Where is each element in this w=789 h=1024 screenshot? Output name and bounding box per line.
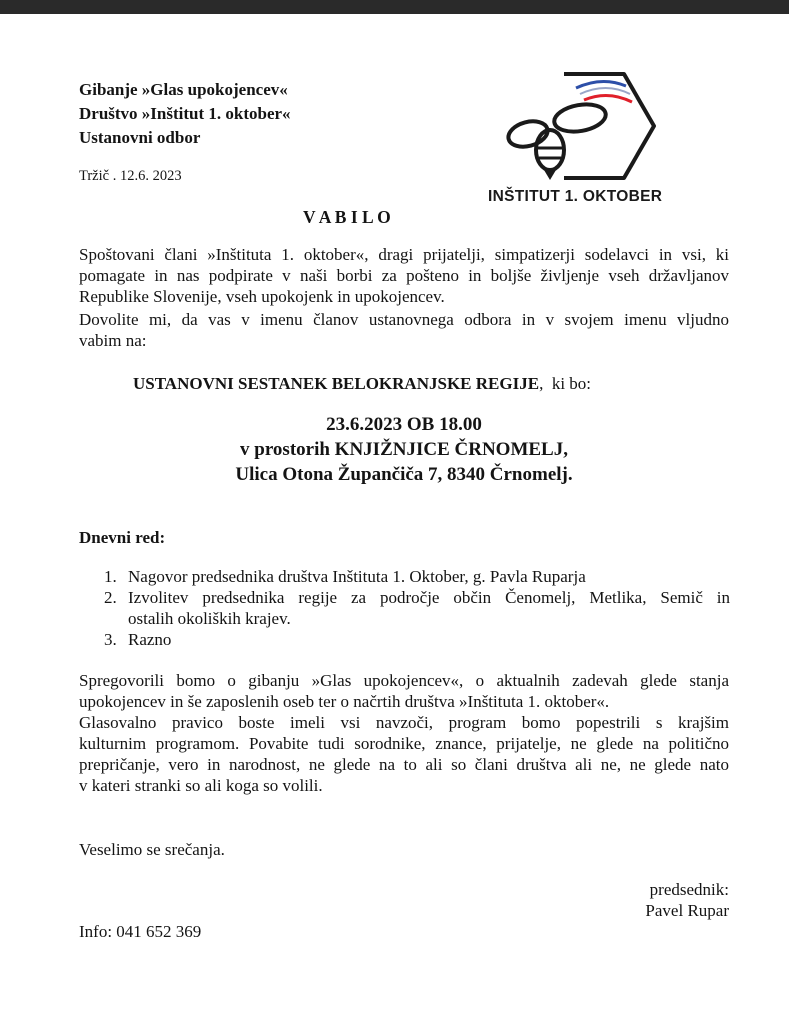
document-title: V A B I L O <box>303 207 391 227</box>
top-bar <box>0 0 789 14</box>
agenda-item-continuation <box>104 609 291 630</box>
event-name-suffix: , ki bo: <box>539 374 592 393</box>
intro-line-5: vabim na: <box>79 331 147 350</box>
contact-info: Info: 041 652 369 <box>79 922 202 941</box>
intro-line-4: Dovolite mi, da vas v imenu članov ustanovnega odbora in v svojem imenu vljudno <box>79 310 729 329</box>
agenda-item-text: Razno <box>128 630 172 649</box>
event-heading <box>133 374 591 395</box>
signature-name: Pavel Rupar <box>645 901 729 920</box>
intro-line-1: Spoštovani člani »Inštituta 1. oktober«, dragi prijatelji, simpatizerji sodelavci in vsi, ki <box>79 245 729 264</box>
agenda-item-text: Nagovor predsednika društva Inštituta 1. Oktober, g. Pavla Ruparja <box>128 567 586 586</box>
event-name: USTANOVNI SESTANEK BELOKRANJSKE REGIJE <box>133 374 540 393</box>
agenda-item <box>104 630 171 651</box>
org-line-1: Gibanje »Glas upokojencev« <box>79 80 288 99</box>
body-line-6: v kateri stranki so ali koga so volili. <box>79 776 323 795</box>
org-line-3: Ustanovni odbor <box>79 128 201 147</box>
event-address: Ulica Otona Župančiča 7, 8340 Črnomelj. <box>235 464 573 485</box>
agenda-item-number: 1. <box>104 567 117 586</box>
agenda-item-text: Izvolitev predsednika regije za področje občin Čenomelj, Metlika, Semič in <box>128 588 730 607</box>
closing-line: Veselimo se srečanja. <box>79 840 225 859</box>
body-line-5: prepričanje, vero in narodnost, ne glede na to ali so člani društva ali ne, ne glede nato <box>79 755 729 774</box>
agenda-item-text: ostalih okoliških krajev. <box>128 609 291 628</box>
agenda-item <box>104 567 586 588</box>
signature-title: predsednik: <box>649 880 729 899</box>
body-line-4: kulturnim programom. Povabite tudi sorodnike, znance, prijatelje, ne glede na politično <box>79 734 729 753</box>
agenda-item-number: 3. <box>104 630 117 649</box>
org-line-2: Društvo »Inštitut 1. oktober« <box>79 104 291 123</box>
intro-line-3: Republike Slovenije, vseh upokojenk in upokojencev. <box>79 287 445 306</box>
place-date: Tržič . 12.6. 2023 <box>79 168 182 184</box>
agenda-heading: Dnevni red: <box>79 528 166 547</box>
agenda-item <box>104 588 730 609</box>
logo-text: INŠTITUT 1. OKTOBER <box>488 188 663 205</box>
body-line-1: Spregovorili bomo o gibanju »Glas upokojencev«, o aktualnih zadevah glede stanja <box>79 671 729 690</box>
agenda-item-number: 2. <box>104 588 117 607</box>
event-datetime: 23.6.2023 OB 18.00 <box>326 414 482 435</box>
bee-hexagon-icon <box>484 70 704 185</box>
event-venue: v prostorih KNJIŽNJICE ČRNOMELJ, <box>240 439 568 460</box>
body-line-3: Glasovalno pravico boste imeli vsi navzoči, program bomo popestrili s krajšim <box>79 713 729 732</box>
body-line-2: upokojencev in še zaposlenih oseb ter o načrtih društva »Inštituta 1. oktober«. <box>79 692 610 711</box>
intro-line-2: pomagate in nas podpirate v naši borbi za pošteno in boljše življenje vseh državljanov <box>79 266 729 285</box>
institute-logo <box>484 70 704 220</box>
